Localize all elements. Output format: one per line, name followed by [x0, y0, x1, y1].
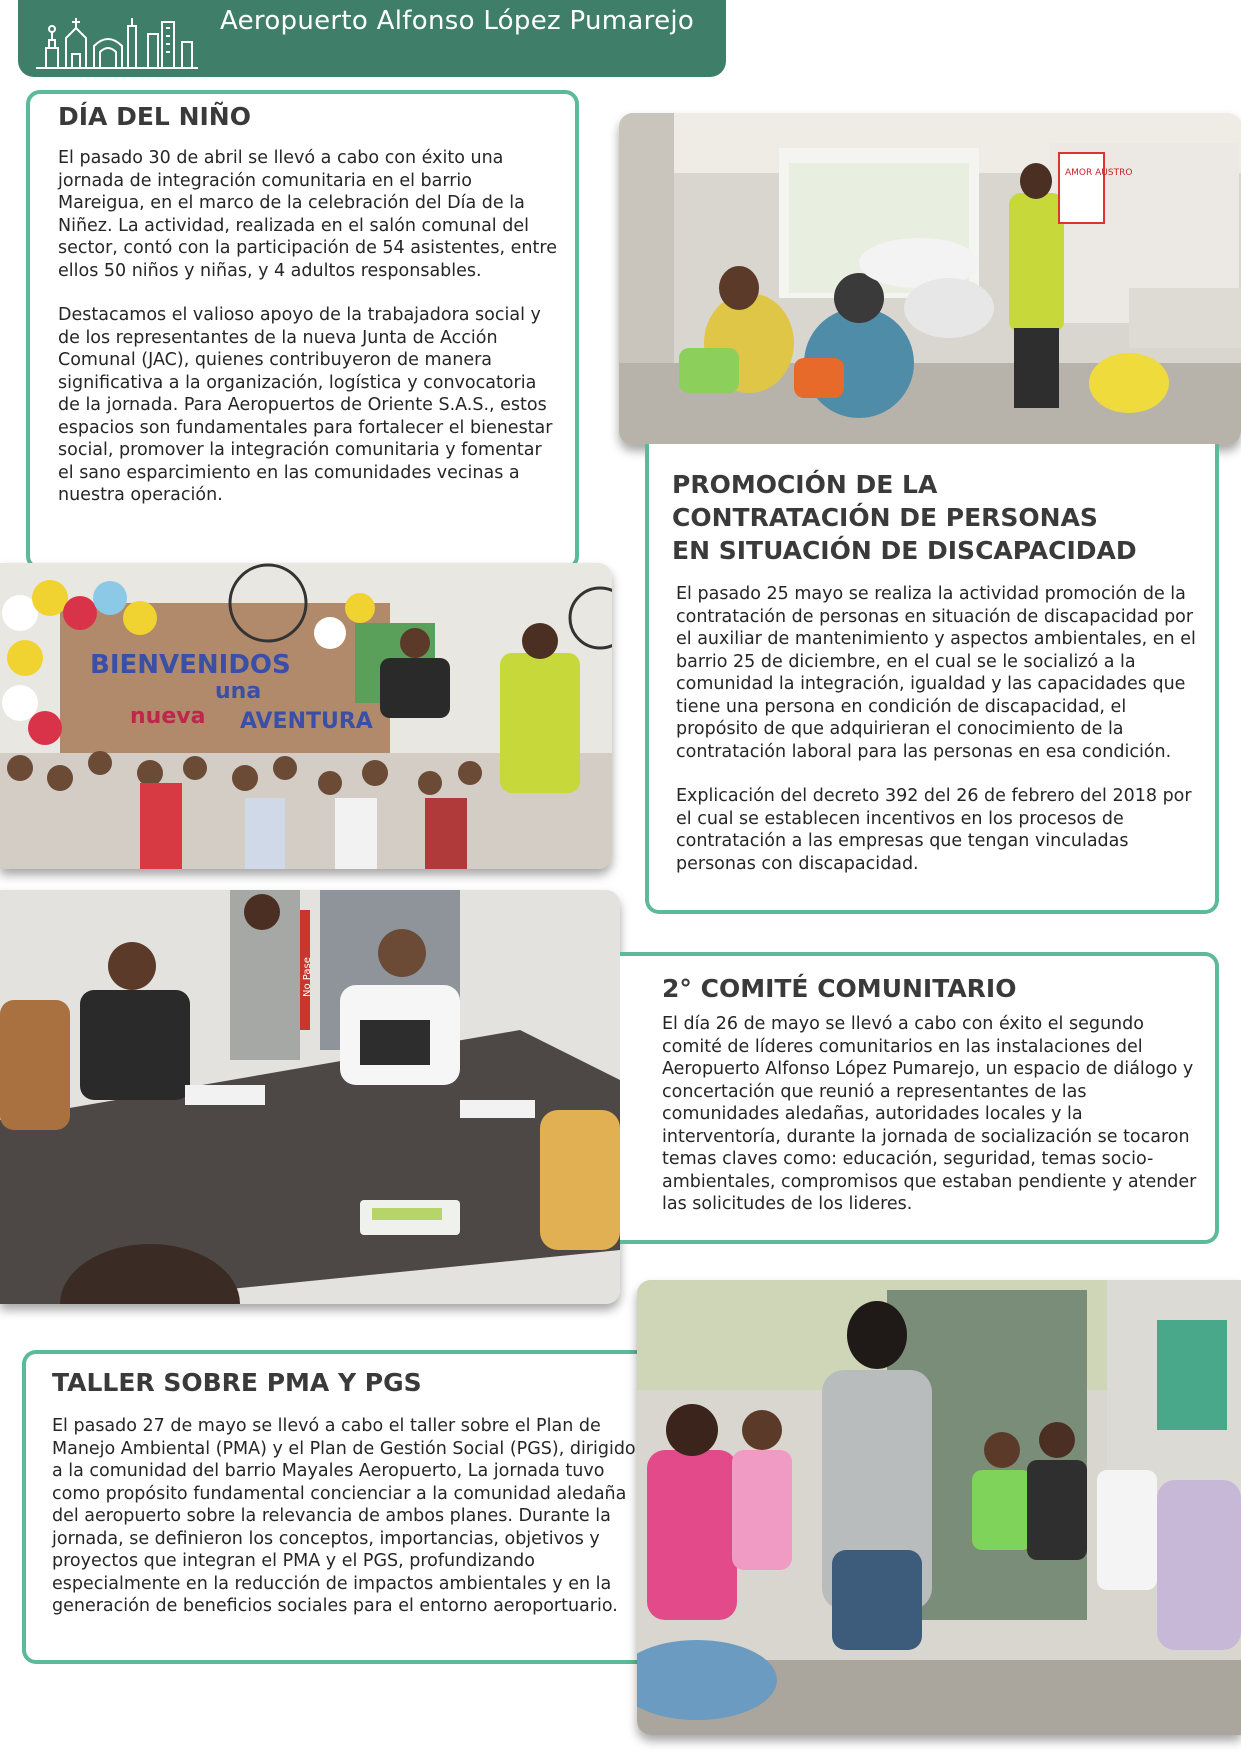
- section-title-line-3: EN SITUACIÓN DE DISCAPACIDAD: [672, 536, 1137, 565]
- section-promocion-content: [672, 468, 1212, 875]
- section-taller-content: [52, 1366, 637, 1618]
- photo-meeting-room: [619, 113, 1241, 445]
- city-skyline-icon: [32, 6, 202, 72]
- photo-banner-text-2: una: [215, 679, 262, 704]
- photo-wall-sign: No Pase: [302, 957, 313, 997]
- photo-committee-meeting: [0, 890, 620, 1304]
- photo-banner-text-3: nueva: [130, 704, 206, 729]
- paragraph: El día 26 de mayo se llevó a cabo con éxito el segundo comité de líderes comunitarios en las instalaciones del Aeropuerto Alfonso López Pumarejo, un espacio de diálogo y concertación que reunió a representantes de las comunidades aledañas, autoridades locales y la interventoría, durante la jornada de socialización se tocaron temas claves como: educación, seguridad, temas socio-ambientales, compromisos que estaban pendiente y atender las solicitudes de los lideres.: [662, 1014, 1197, 1214]
- header-title: Aeropuerto Alfonso López Pumarejo: [220, 6, 695, 36]
- section-comite-content: [662, 972, 1207, 1216]
- photo-children-welcome: [0, 563, 612, 869]
- paragraph: Explicación del decreto 392 del 26 de febrero del 2018 por el cual se establecen incentivos en los procesos de contratación a las empresas que tengan vinculadas personas con discapacidad.: [676, 786, 1192, 874]
- section-title: TALLER SOBRE PMA Y PGS: [52, 1368, 422, 1397]
- section-title-line-1: PROMOCIÓN DE LA: [672, 470, 938, 499]
- section-title: DÍA DEL NIÑO: [58, 102, 251, 131]
- photo-banner-text-1: BIENVENIDOS: [90, 650, 291, 680]
- photo-banner-text-4: AVENTURA: [240, 709, 373, 734]
- section-title: 2° COMITÉ COMUNITARIO: [662, 974, 1017, 1003]
- section-title-line-2: CONTRATACIÓN DE PERSONAS: [672, 503, 1098, 532]
- paragraph: Destacamos el valioso apoyo de la trabajadora social y de los representantes de la nueva Junta de Acción Comunal (JAC), quienes contribuyeron de manera significativa a la organización, logística y convocatoria de la jornada. Para Aeropuertos de Oriente S.A.S., estos espacios son fundamentales para fortalecer el bienestar social, promover la integración comunitaria y fomentar el sano esparcimiento en las comunidades vecinas a nuestra operación.: [58, 305, 553, 505]
- paragraph: El pasado 30 de abril se llevó a cabo con éxito una jornada de integración comunitaria en el barrio Mareigua, en el marco de la celebración del Día de la Niñez. La actividad, realizada en el salón comunal del sector, contó con la participación de 54 asistentes, entre ellos 50 niños y niñas, y 4 adultos responsables.: [58, 148, 557, 281]
- photo-sign-text: AMOR AUSTRO: [1065, 168, 1133, 178]
- paragraph: El pasado 27 de mayo se llevó a cabo el taller sobre el Plan de Manejo Ambiental (PMA) y el Plan de Gestión Social (PGS), dirigido a la comunidad del barrio Mayales Aeropuerto, La jornada tuvo como propósito fundamental concienciar a la comunidad aledaña del aeropuerto sobre la relevancia de ambos planes. Durante la jornada, se definieron los conceptos, importancias, objetivos y proyectos que integran el PMA y el PGS, profundizando especialmente en la reducción de impactos ambientales y en la generación de beneficios sociales para el entorno aeroportuario.: [52, 1416, 636, 1616]
- section-dia-del-nino-content: [58, 100, 558, 507]
- photo-workshop: [637, 1280, 1241, 1735]
- paragraph: El pasado 25 mayo se realiza la actividad promoción de la contratación de personas en situación de discapacidad por el auxiliar de mantenimiento y aspectos ambientales, en el barrio 25 de diciembre, en el cual se le socializó a la comunidad la integración, igualdad y las capacidades que tiene una persona en condición de discapacidad, el propósito de que adquirieran el conocimiento de la contratación laboral para las personas en esa condición.: [676, 584, 1196, 762]
